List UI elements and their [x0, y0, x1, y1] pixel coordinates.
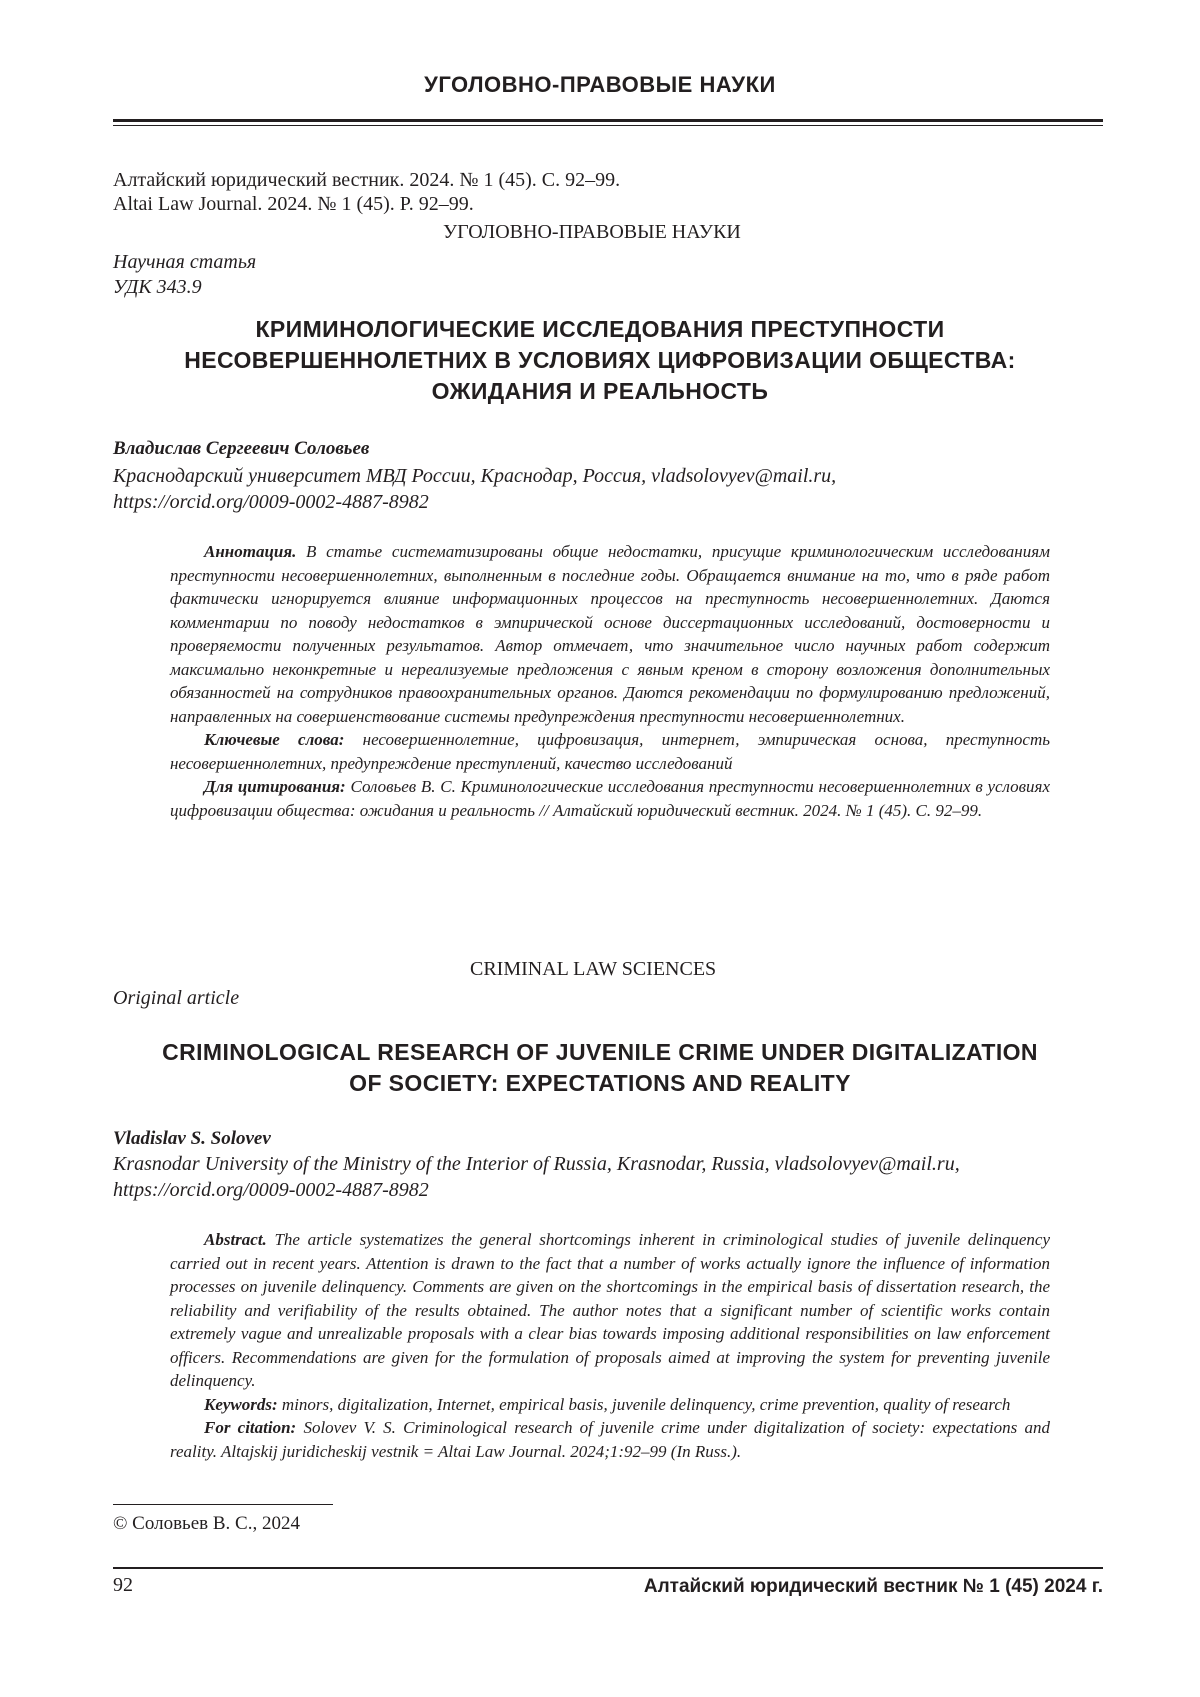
abstract-label: Аннотация. [204, 542, 296, 561]
orcid-ru: https://orcid.org/0009-0002-4887-8982 [113, 490, 429, 514]
footnote-rule [113, 1504, 333, 1505]
orcid-en: https://orcid.org/0009-0002-4887-8982 [113, 1178, 429, 1202]
title-line: КРИМИНОЛОГИЧЕСКИЕ ИССЛЕДОВАНИЯ ПРЕСТУПНОСТИ [0, 314, 1200, 345]
keywords-en [170, 1393, 1050, 1417]
keywords-text: несовершеннолетние, цифровизация, интернет, эмпирическая основа, преступность несовершеннолетних, предупреждение преступлений, качество исследований [170, 730, 1050, 773]
header-rule-thin [113, 125, 1103, 126]
footer-rule [113, 1567, 1103, 1569]
journal-name: Алтайский юридический вестник № 1 (45) 2024 г. [644, 1576, 1103, 1598]
copyright-notice: © Соловьев В. С., 2024 [113, 1512, 300, 1536]
citation-label: Для цитирования: [204, 777, 346, 796]
keywords-label: Ключевые слова: [204, 730, 344, 749]
abstract-text: The article systematizes the general shortcomings inherent in criminological studies of juvenile delinquency carried out in recent years. Attention is drawn to the fact that a number of works actually ignore the influence of information processes on juvenile delinquency. Comments are given on the shortcomings in the empirical basis of dissertation research, the reliability and verifiability of the results obtained. The author notes that a significant number of scientific works contain extremely vague and unrealizable proposals with a clear bias towards imposing additional responsibilities on law enforcement officers. Recommendations are given for the formulation of proposals aimed at improving the system for preventing juvenile delinquency. [170, 1230, 1050, 1390]
abstract-en [170, 1228, 1050, 1393]
article-title-en [0, 1037, 1200, 1099]
author-en: Vladislav S. Solovev [113, 1127, 271, 1151]
abstract-label: Abstract. [204, 1230, 267, 1249]
title-line: CRIMINOLOGICAL RESEARCH OF JUVENILE CRIME UNDER DIGITALIZATION [0, 1037, 1200, 1068]
citation-text: Соловьев В. С. Криминологические исследования преступности несовершеннолетних в условиях цифровизации общества: ожидания и реальность // Алтайский юридический вестник. 2024. № 1 (45). С. 92–99. [170, 777, 1050, 820]
article-title-ru [0, 314, 1200, 407]
article-type-en: Original article [113, 986, 239, 1010]
section-label-en: CRIMINAL LAW SCIENCES [470, 957, 716, 981]
citation-label: For citation: [204, 1418, 296, 1437]
title-line: OF SOCIETY: EXPECTATIONS AND REALITY [0, 1068, 1200, 1099]
affiliation-en: Krasnodar University of the Ministry of the Interior of Russia, Krasnodar, Russia, vladsolovyev@mail.ru, [113, 1152, 960, 1176]
section-label-ru: УГОЛОВНО-ПРАВОВЫЕ НАУКИ [443, 220, 741, 244]
abstract-block-en [170, 1228, 1050, 1463]
udk: УДК 343.9 [113, 275, 202, 299]
keywords-ru [170, 728, 1050, 775]
abstract-ru [170, 540, 1050, 728]
citation-line-ru: Алтайский юридический вестник. 2024. № 1 (45). С. 92–99. [113, 168, 620, 192]
title-line: ОЖИДАНИЯ И РЕАЛЬНОСТЬ [0, 376, 1200, 407]
abstract-block-ru [170, 540, 1050, 822]
author-ru: Владислав Сергеевич Соловьев [113, 437, 369, 461]
page-number: 92 [113, 1574, 133, 1597]
citation-ru [170, 775, 1050, 822]
citation-en [170, 1416, 1050, 1463]
title-line: НЕСОВЕРШЕННОЛЕТНИХ В УСЛОВИЯХ ЦИФРОВИЗАЦИИ ОБЩЕСТВА: [0, 345, 1200, 376]
keywords-text: minors, digitalization, Internet, empirical basis, juvenile delinquency, crime prevention, quality of research [278, 1395, 1011, 1414]
header-rule-thick [113, 119, 1103, 122]
affiliation-ru: Краснодарский университет МВД России, Краснодар, Россия, vladsolovyev@mail.ru, [113, 464, 836, 488]
citation-text: Solovev V. S. Criminological research of juvenile crime under digitalization of society: expectations and reality. Altajskij juridicheskij vestnik = Altai Law Journal. 2024;1:92–99 (In Russ.). [170, 1418, 1050, 1461]
keywords-label: Keywords: [204, 1395, 278, 1414]
abstract-text: В статье систематизированы общие недостатки, присущие криминологическим исследованиям преступности несовершеннолетних, выполненным в последние годы. Обращается внимание на то, что в ряде работ фактически игнорируется влияние информационных процессов на преступность несовершеннолетних. Даются комментарии по поводу недостатков в эмпирической основе диссертационных исследований, достоверности и проверяемости полученных результатов. Автор отмечает, что значительное число научных работ содержит максимально неконкретные и нереализуемые предложения с явным креном в сторону возложения дополнительных обязанностей на сотрудников правоохранительных органов. Даются рекомендации по формулированию предложений, направленных на совершенствование системы предупреждения преступности несовершеннолетних. [170, 542, 1050, 726]
article-type-ru: Научная статья [113, 250, 256, 274]
citation-line-en: Altai Law Journal. 2024. № 1 (45). P. 92–99. [113, 192, 474, 216]
running-header: УГОЛОВНО-ПРАВОВЫЕ НАУКИ [0, 72, 1200, 98]
